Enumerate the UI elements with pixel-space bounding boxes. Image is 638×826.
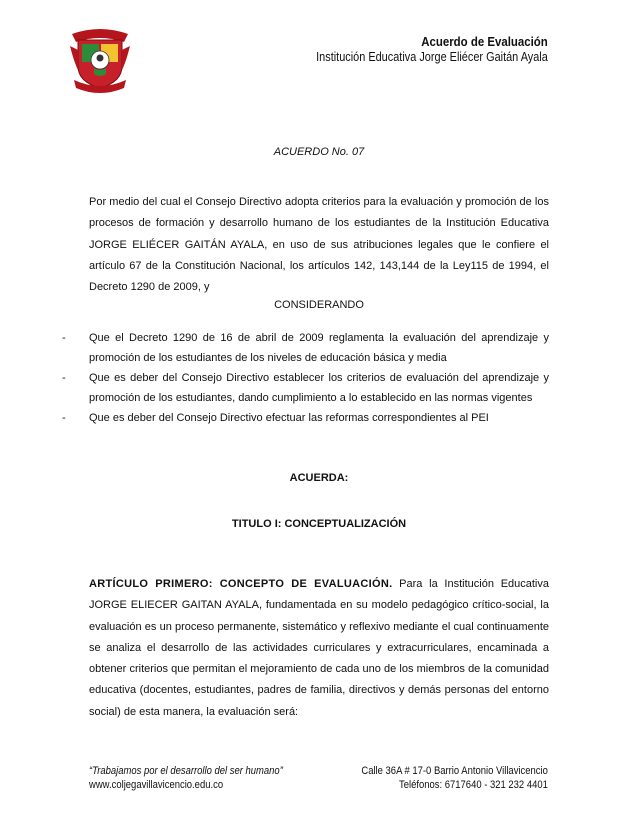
footer-motto: “Trabajamos por el desarrollo del ser humano” [89,765,283,777]
footer-phones: Teléfonos: 6717640 - 321 232 4401 [399,779,548,791]
considerando-list [62,328,549,428]
footer-right [361,764,548,792]
considerando-heading: CONSIDERANDO [274,299,364,311]
list-item [62,408,549,428]
bullet-dash: - [62,372,66,384]
school-crest-icon [68,26,132,94]
list-item [62,328,549,368]
institution-name: Institución Educativa Jorge Eliécer Gaitán Ayala [316,49,548,64]
list-item-text: Que es deber del Consejo Directivo efectuar las reformas correspondientes al PEI [89,412,489,424]
intro-paragraph: Por medio del cual el Consejo Directivo adopta criterios para la evaluación y promoción de los procesos de formación y desarrollo humano de los estudiantes de la Institución Educativa JORGE ELIÉCER GAITÁN AYALA, en uso de sus atribuciones legales que le confiere el artículo 67 de la Constitución Nacional, los artículos 142, 143,144 de la Ley115 de 1994, el Decreto 1290 de 2009, y [89,196,549,294]
document-header-title: Acuerdo de Evaluación [421,34,548,49]
footer-website: www.coljegavillavicencio.edu.co [89,779,224,791]
articulo-primero [89,574,549,723]
articulo-heading: ARTÍCULO PRIMERO: CONCEPTO DE EVALUACIÓN. [89,578,393,590]
bullet-dash: - [62,412,66,424]
list-item-text: Que es deber del Consejo Directivo establecer los criterios de evaluación del aprendizaje y promoción de los estudiantes, dando cumplimiento a lo establecido en las normas vigentes [89,372,549,404]
titulo-heading: TITULO I: CONCEPTUALIZACIÓN [231,518,407,530]
footer-left [89,764,283,792]
list-item [62,368,549,408]
footer-address: Calle 36A # 17-0 Barrio Antonio Villavicencio [361,765,548,777]
bullet-dash: - [62,332,66,344]
acuerdo-number: ACUERDO No. 07 [273,146,365,158]
articulo-body: Para la Institución Educativa JORGE ELIECER GAITAN AYALA, fundamentada en su modelo pedagógico crítico-social, la evaluación es un proceso permanente, sistemático y reflexivo mediante el cual continuamente se analiza el desarrollo de las actividades curriculares y extracurriculares, encaminada a obtener criterios que permitan el mejoramiento de cada uno de los miembros de la comunidad educativa (docentes, estudiantes, padres de familia, directivos y demás personas del entorno social) de esta manera, la evaluación será: [89,578,549,718]
list-item-text: Que el Decreto 1290 de 16 de abril de 2009 reglamenta la evaluación del aprendizaje y promoción de los estudiantes de los niveles de educación básica y media [89,332,549,364]
acuerda-heading: ACUERDA: [289,472,349,484]
